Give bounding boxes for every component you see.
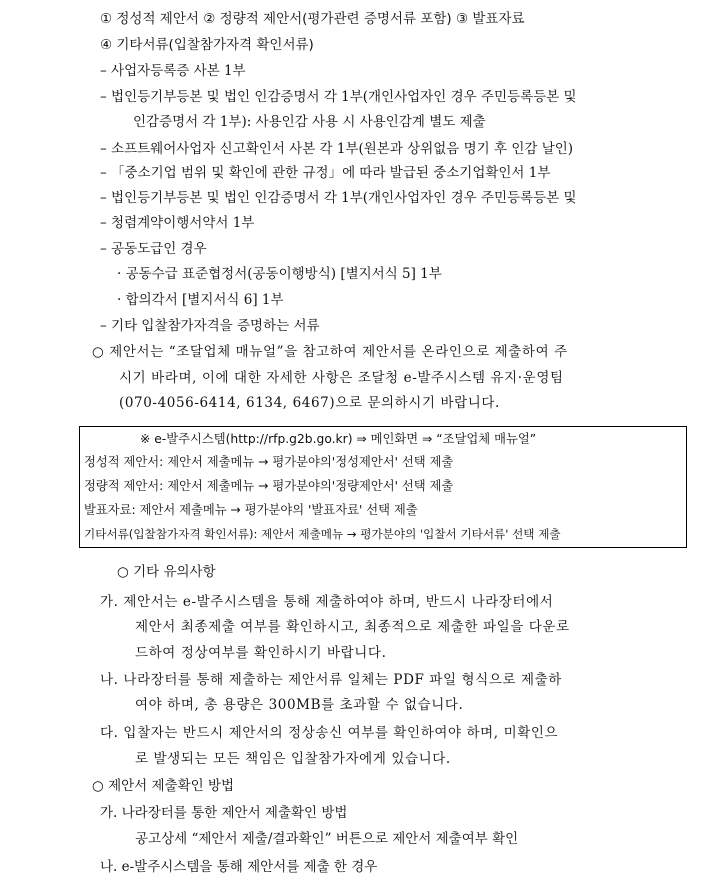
joint-contract-memorandum: · 합의각서 [별지서식 6] 1부 (117, 292, 284, 308)
info-box-row-other: 기타서류(입찰참가자격 확인서류): 제안서 제출메뉴 → 평가분야의 '입찰서 기타서류' 선택 제출 (84, 527, 561, 541)
confirm-heading: ○ 제안서 제출확인 방법 (92, 778, 235, 794)
note-da-line-2: 로 발생되는 모든 책임은 입찰참가자에게 있습니다. (135, 751, 451, 767)
confirm-na: 나. e-발주시스템을 통해 제안서를 제출 한 경우 (100, 859, 378, 875)
info-box-row-presentation: 발표자료: 제안서 제출메뉴 → 평가분야의 '발표자료' 선택 제출 (84, 503, 418, 517)
note-da-line-1: 다. 입찰자는 반드시 제안서의 정상송신 여부를 확인하여야 하며, 미확인으 (100, 725, 559, 741)
intro-line-1: ① 정성적 제안서 ② 정량적 제안서(평가관련 증명서류 포함) ③ 발표자료 (100, 11, 525, 27)
dash-item-corporate-registry-cont: 인감증명서 각 1부): 사용인감 사용 시 사용인감계 별도 제출 (133, 114, 486, 130)
dash-item-joint-contract: – 공동도급인 경우 (100, 241, 207, 257)
dash-item-other-documents: – 기타 입찰참가자격을 증명하는 서류 (100, 318, 320, 334)
confirm-ga: 가. 나라장터를 통한 제안서 제출확인 방법 (100, 805, 348, 821)
dash-item-sme-certificate: – 「중소기업 범위 및 확인에 관한 규정」에 따라 발급된 중소기업확인서 1부 (100, 165, 551, 181)
info-box-header: ※ e-발주시스템(http://rfp.g2b.go.kr) ⇒ 메인화면 ⇒ “조달업체 매뉴얼” (140, 432, 537, 446)
dash-item-software-certificate: – 소프트웨어사업자 신고확인서 사본 각 1부(원본과 상위없음 명기 후 인감 날인) (100, 141, 574, 157)
dash-item-corporate-registry: – 법인등기부등본 및 법인 인감증명서 각 1부(개인사업자인 경우 주민등록등본 및 (100, 89, 577, 105)
note-na-line-1: 나. 나라장터를 통해 제출하는 제안서류 일체는 PDF 파일 형식으로 제출하 (100, 672, 562, 688)
note-ga-line-3: 드하여 정상여부를 확인하시기 바랍니다. (135, 645, 387, 661)
note-ga-line-2: 제안서 최종제출 여부를 확인하시고, 최종적으로 제출한 파일을 다운로 (135, 619, 570, 635)
note-ga-line-1: 가. 제안서는 e-발주시스템을 통해 제출하여야 하며, 반드시 나라장터에서 (100, 594, 554, 610)
dash-item-corporate-registry-2: – 법인등기부등본 및 법인 인감증명서 각 1부(개인사업자인 경우 주민등록등본 및 (100, 190, 577, 206)
joint-contract-agreement: · 공동수급 표준협정서(공동이행방식) [별지서식 5] 1부 (117, 266, 442, 282)
other-notes-heading: ○ 기타 유의사항 (117, 564, 216, 580)
info-box-row-quantitative: 정량적 제안서: 제안서 제출메뉴 → 평가분야의'정량제안서' 선택 제출 (84, 479, 454, 493)
info-box (79, 426, 687, 548)
info-box-row-qualitative: 정성적 제안서: 제안서 제출메뉴 → 평가분야의'정성제안서' 선택 제출 (84, 455, 454, 469)
submission-note-line-1: ○ 제안서는 “조달업체 매뉴얼”을 참고하여 제안서를 온라인으로 제출하여 주 (92, 344, 568, 360)
submission-note-line-2: 시기 바라며, 이에 대한 자세한 사항은 조달청 e-발주시스템 유지·운영팀 (119, 370, 564, 386)
dash-item-integrity-pledge: – 청렴계약이행서약서 1부 (100, 215, 255, 231)
dash-item-business-registration: – 사업자등록증 사본 1부 (100, 63, 246, 79)
intro-line-2: ④ 기타서류(입찰참가자격 확인서류) (100, 37, 314, 53)
submission-note-line-3: (070-4056-6414, 6134, 6467)으로 문의하시기 바랍니다. (119, 395, 500, 411)
note-na-line-2: 여야 하며, 총 용량은 300MB를 초과할 수 없습니다. (135, 697, 464, 713)
confirm-ga-detail: 공고상세 “제안서 제출/결과확인” 버튼으로 제안서 제출여부 확인 (135, 831, 519, 847)
